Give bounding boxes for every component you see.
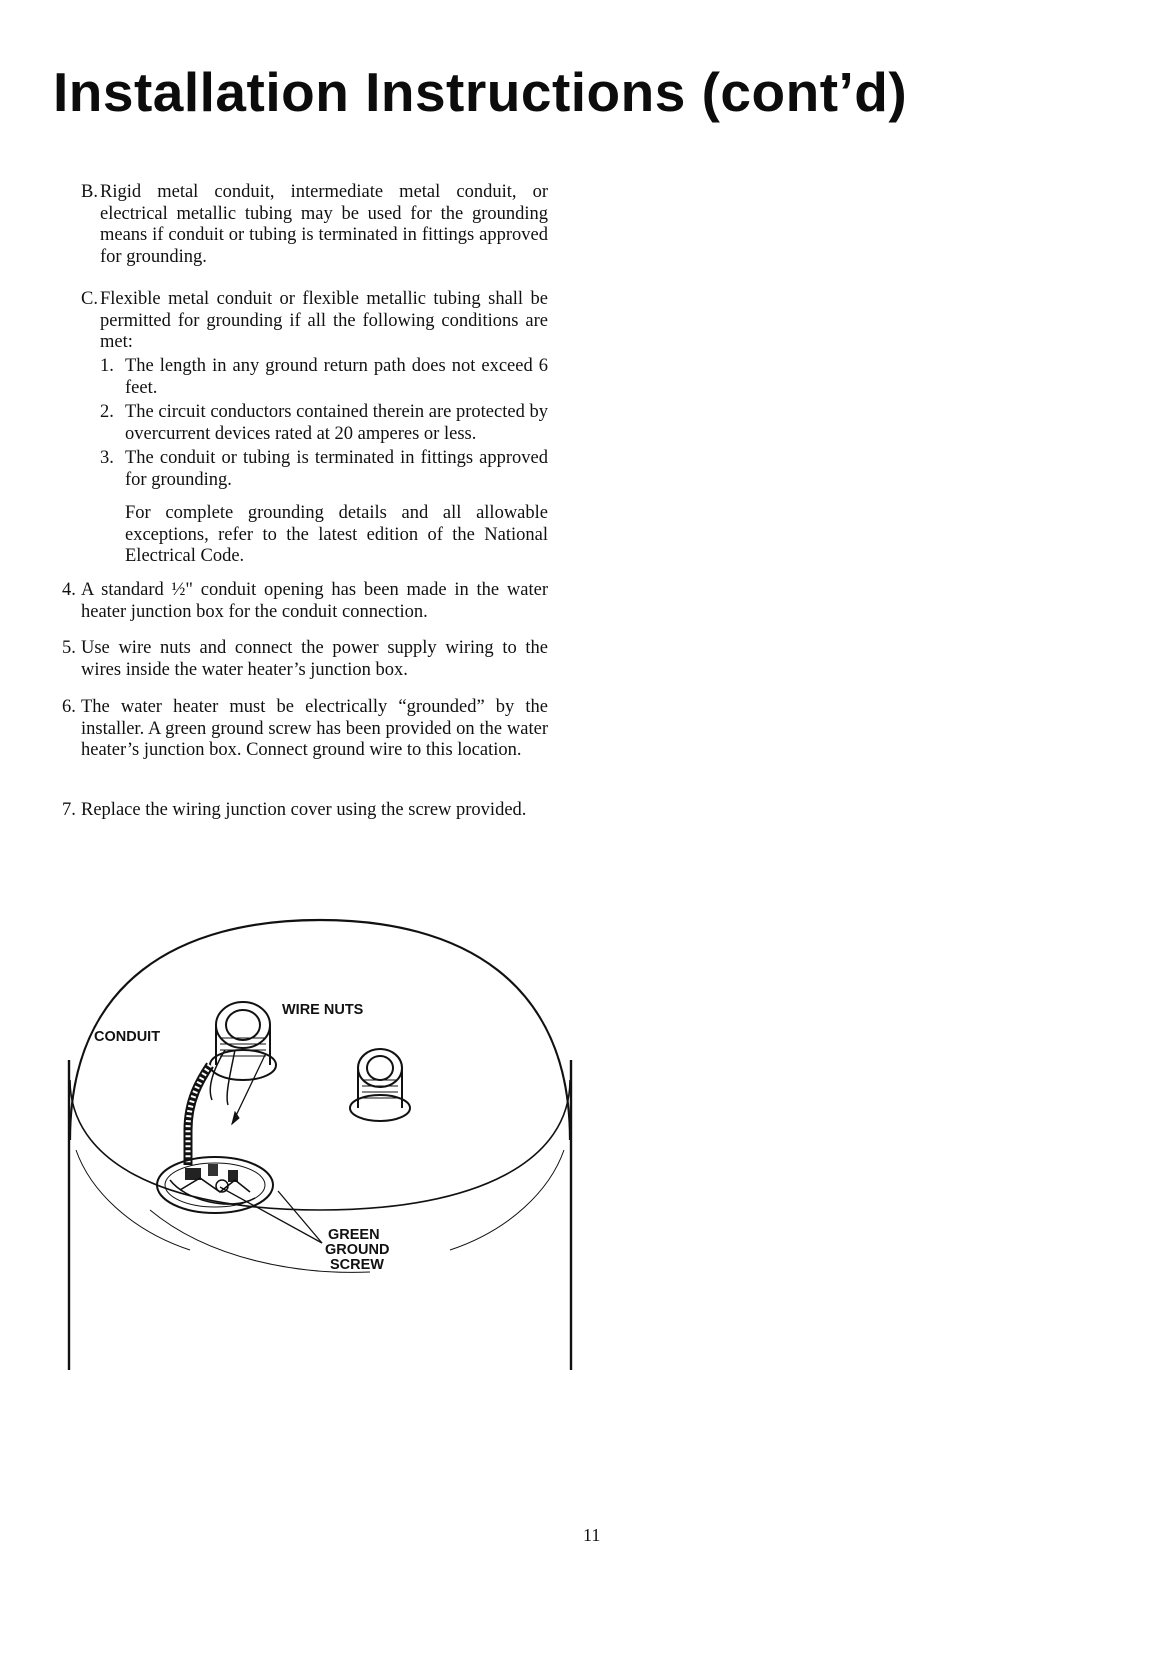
step-marker-5: 5. (62, 638, 76, 658)
item-c1-text: The length in any ground return path does not exceed 6 feet. (125, 356, 548, 398)
conduit-label: CONDUIT (94, 1029, 161, 1045)
water-heater-diagram (60, 900, 580, 1400)
step-4-text: A standard ½" conduit opening has been made in the water heater junction box for the conduit connection. (81, 580, 548, 622)
water-heater-illustration (60, 900, 580, 1400)
item-marker-c: C. (81, 289, 98, 309)
green-ground-screw-label-line2: GROUND (325, 1242, 390, 1258)
green-ground-screw-label-line3: SCREW (330, 1257, 384, 1273)
green-ground-screw-label-line1: GREEN (328, 1227, 380, 1243)
page-number: 11 (583, 1525, 601, 1545)
item-marker-c1: 1. (100, 356, 114, 376)
step-marker-7: 7. (62, 800, 76, 820)
step-5-text: Use wire nuts and connect the power supply wiring to the wires inside the water heater’s junction box. (81, 638, 548, 680)
step-6-text: The water heater must be electrically “grounded” by the installer. A green ground screw has been provided on the water heater’s junction box. Connect ground wire to this location. (81, 697, 548, 760)
item-marker-c3: 3. (100, 448, 114, 468)
item-b-text: Rigid metal conduit, intermediate metal conduit, or electrical metallic tubing may be used for the grounding means if conduit or tubing is terminated in fittings approved for grounding. (100, 182, 548, 267)
item-c-text: Flexible metal conduit or flexible metallic tubing shall be permitted for grounding if all the following conditions are met: (100, 289, 548, 352)
step-marker-4: 4. (62, 580, 76, 600)
step-7-text: Replace the wiring junction cover using the screw provided. (81, 800, 527, 820)
step-marker-6: 6. (62, 697, 76, 717)
item-c3-text: The conduit or tubing is terminated in fittings approved for grounding. (125, 448, 548, 490)
item-c2-text: The circuit conductors contained therein are protected by overcurrent devices rated at 20 amperes or less. (125, 402, 548, 444)
nec-reference-note: For complete grounding details and all allowable exceptions, refer to the latest edition of the National Electrical Code. (125, 503, 548, 566)
page-title: Installation Instructions (cont’d) (53, 61, 908, 123)
item-marker-b: B. (81, 182, 98, 202)
wire-nuts-label: WIRE NUTS (282, 1002, 364, 1018)
item-marker-c2: 2. (100, 402, 114, 422)
